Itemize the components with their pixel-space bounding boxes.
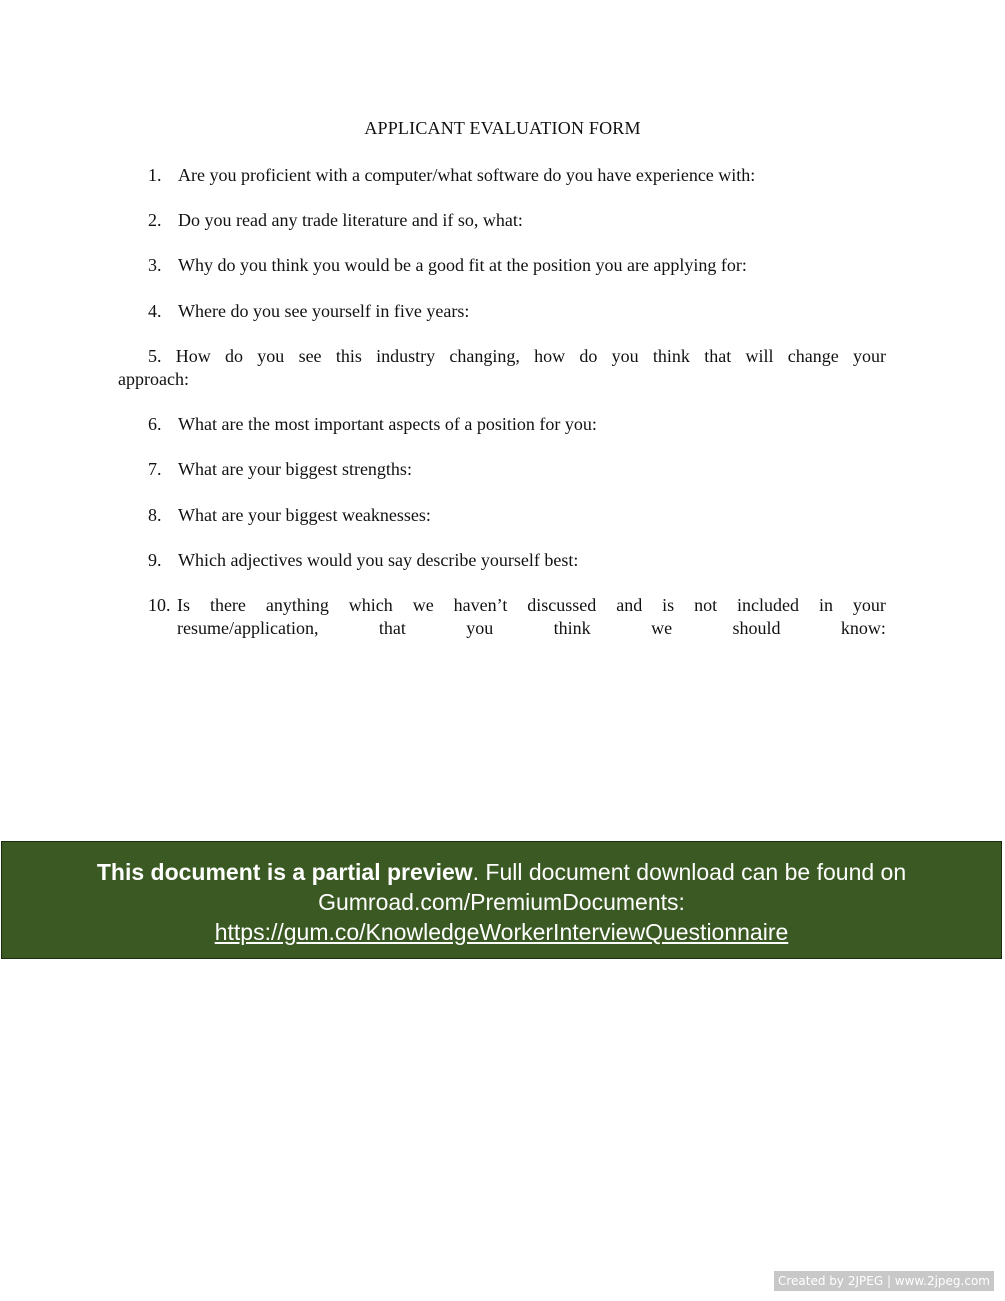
question-10-line-2	[177, 617, 886, 640]
question-word: think	[553, 618, 591, 638]
question-5-line-1	[118, 345, 886, 368]
question-word: haven’t	[453, 595, 508, 615]
question-number: 6.	[148, 414, 162, 434]
question-word: we	[651, 618, 673, 638]
question-word: Is	[177, 595, 190, 615]
question-text: Why do you think you would be a good fit at the position you are applying for:	[178, 255, 747, 275]
banner-line-2: Gumroad.com/PremiumDocuments:	[318, 889, 685, 915]
download-link[interactable]: https://gum.co/KnowledgeWorkerInterviewQuestionnaire	[214, 919, 789, 945]
question-word: your	[852, 346, 886, 366]
question-word: discussed	[527, 595, 597, 615]
question-number: 5.	[148, 346, 162, 366]
question-number: 1.	[148, 165, 162, 185]
question-word: do	[579, 346, 598, 366]
question-text: Where do you see yourself in five years:	[178, 301, 470, 321]
question-word: anything	[265, 595, 329, 615]
question-10	[148, 594, 886, 640]
question-9	[148, 549, 886, 572]
question-word: included	[737, 595, 800, 615]
preview-banner	[1, 841, 1002, 959]
question-word: and	[616, 595, 643, 615]
question-text: Are you proficient with a computer/what software do you have experience with:	[178, 165, 756, 185]
question-number: 10.	[148, 595, 171, 615]
banner-bold-text: This document is a partial preview	[96, 859, 473, 885]
banner-rest-text: . Full document download can be found on	[472, 859, 907, 885]
created-by-badge: Created by 2JPEG | www.2jpeg.com	[774, 1271, 994, 1291]
question-number: 7.	[148, 459, 162, 479]
question-word: that	[704, 346, 732, 366]
question-word: know:	[840, 618, 886, 638]
question-5-continuation: approach:	[118, 369, 189, 389]
question-text: What are your biggest strengths:	[178, 459, 412, 479]
question-word: which	[348, 595, 393, 615]
question-number: 4.	[148, 301, 162, 321]
question-number: 9.	[148, 550, 162, 570]
question-text: What are your biggest weaknesses:	[178, 505, 431, 525]
question-1	[148, 164, 886, 187]
question-word: you	[466, 618, 494, 638]
question-text: Which adjectives would you say describe yourself best:	[178, 550, 579, 570]
question-word: in	[818, 595, 833, 615]
question-word: this	[335, 346, 362, 366]
form-title: APPLICANT EVALUATION FORM	[364, 118, 641, 138]
question-number: 8.	[148, 505, 162, 525]
question-8	[148, 504, 886, 527]
question-2	[148, 209, 886, 232]
question-3	[148, 254, 886, 277]
question-word: there	[209, 595, 246, 615]
question-word: will	[745, 346, 774, 366]
banner-line-3	[2, 917, 1001, 947]
question-word: how	[534, 346, 566, 366]
question-word: resume/application,	[177, 618, 319, 638]
question-7	[148, 458, 886, 481]
question-word: see	[298, 346, 322, 366]
question-word: How	[175, 346, 211, 366]
question-word: change	[787, 346, 839, 366]
question-text: Do you read any trade literature and if so, what:	[178, 210, 523, 230]
question-word: your	[852, 595, 886, 615]
question-5	[118, 345, 886, 391]
question-word: not	[694, 595, 718, 615]
question-word: we	[412, 595, 434, 615]
question-word: that	[378, 618, 406, 638]
question-word: do	[225, 346, 244, 366]
question-word: changing,	[449, 346, 520, 366]
question-word: you	[611, 346, 639, 366]
question-10-line-1	[177, 594, 886, 617]
question-word: you	[257, 346, 285, 366]
question-word: industry	[376, 346, 436, 366]
question-number: 3.	[148, 255, 162, 275]
banner-line-1	[2, 857, 1001, 887]
question-word: should	[732, 618, 781, 638]
question-text: What are the most important aspects of a position for you:	[178, 414, 597, 434]
question-word: think	[652, 346, 690, 366]
question-word: is	[662, 595, 675, 615]
question-6	[148, 413, 886, 436]
question-4	[148, 300, 886, 323]
question-number: 2.	[148, 210, 162, 230]
